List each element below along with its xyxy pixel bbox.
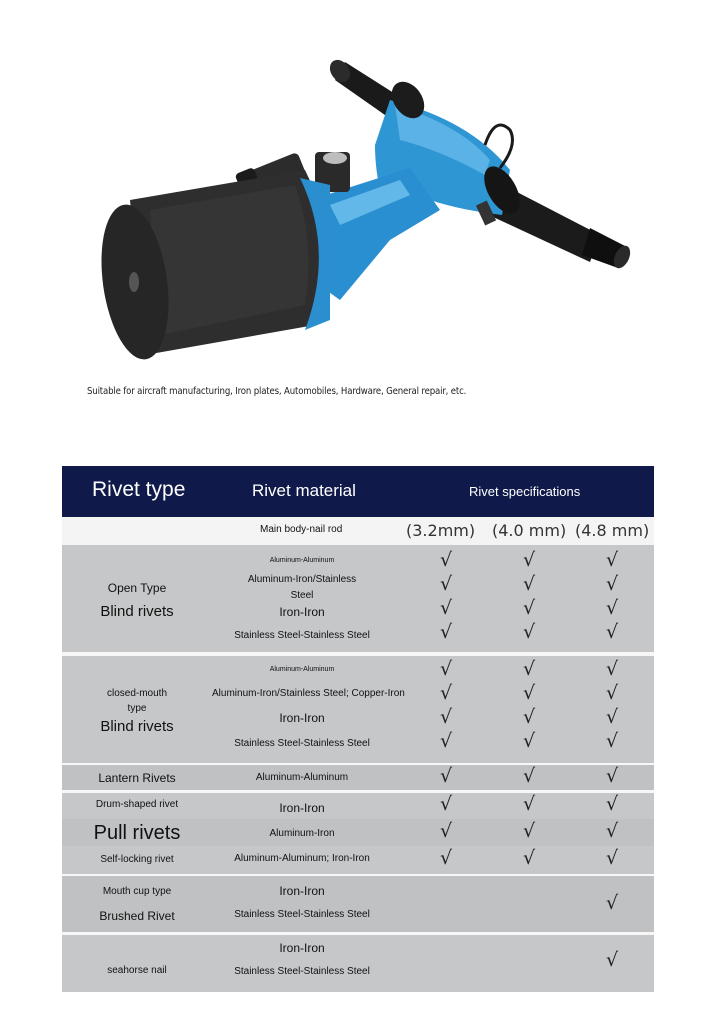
type-label: Blind rivets (100, 603, 174, 620)
material-label: Steel (290, 590, 314, 601)
check-mark: √ (605, 820, 619, 842)
material-label: Aluminum-Aluminum (269, 666, 335, 673)
row-lantern (62, 765, 654, 790)
type-label: Open Type (107, 581, 167, 595)
usage-caption: Suitable for aircraft manufacturing, Iron plates, Automobiles, Hardware, General repair, etc. (87, 386, 467, 397)
check-mark: √ (439, 682, 453, 704)
check-mark: √ (439, 597, 453, 619)
header-rivet-material: Rivet material (252, 481, 356, 500)
type-label: closed-mouth (106, 688, 168, 699)
material-label: Aluminum-Iron (269, 828, 335, 839)
type-label: Lantern Rivets (98, 771, 176, 785)
row-pull (62, 819, 654, 846)
check-mark: √ (439, 549, 453, 571)
check-mark: √ (439, 573, 453, 595)
check-mark: √ (522, 658, 536, 680)
check-mark: √ (605, 682, 619, 704)
check-mark: √ (605, 847, 619, 869)
check-mark: √ (439, 658, 453, 680)
row-seahorse (62, 935, 654, 992)
type-label: Brushed Rivet (99, 909, 175, 923)
check-mark: √ (439, 730, 453, 752)
row-open-type (62, 545, 654, 652)
header-rivet-type: Rivet type (92, 478, 186, 501)
check-mark: √ (522, 847, 536, 869)
material-label: Stainless Steel-Stainless Steel (234, 738, 370, 749)
type-label: Mouth cup type (102, 886, 172, 897)
check-mark: √ (522, 682, 536, 704)
check-mark: √ (605, 621, 619, 643)
material-label: Iron-Iron (279, 711, 325, 725)
check-mark: √ (522, 706, 536, 728)
table-subheader (62, 517, 654, 545)
check-mark: √ (522, 820, 536, 842)
type-label: Blind rivets (100, 718, 174, 735)
check-mark: √ (605, 597, 619, 619)
check-mark: √ (522, 793, 536, 815)
check-mark: √ (522, 765, 536, 787)
check-mark: √ (522, 621, 536, 643)
spec-3-2mm: (3.2mm) (406, 521, 476, 540)
check-mark: √ (522, 573, 536, 595)
check-mark: √ (439, 621, 453, 643)
row-brushed (62, 876, 654, 932)
check-mark: √ (605, 949, 619, 971)
type-label: Pull rivets (93, 822, 181, 844)
row-drum (62, 793, 654, 819)
check-mark: √ (605, 793, 619, 815)
check-mark: √ (605, 765, 619, 787)
type-label: seahorse nail (107, 965, 167, 976)
material-label: Iron-Iron (279, 941, 325, 955)
material-label: Aluminum-Aluminum (269, 557, 335, 564)
material-label: Stainless Steel-Stainless Steel (234, 966, 370, 977)
material-label: Iron-Iron (279, 801, 325, 815)
check-mark: √ (605, 706, 619, 728)
check-mark: √ (439, 793, 453, 815)
material-label: Iron-Iron (279, 884, 325, 898)
row-closed-mouth (62, 656, 654, 763)
rivet-gun-image (90, 50, 650, 380)
main-body-label: Main body-nail rod (260, 524, 343, 535)
material-label: Aluminum-Aluminum; Iron-Iron (234, 853, 370, 864)
check-mark: √ (605, 892, 619, 914)
check-mark: √ (522, 597, 536, 619)
material-label: Stainless Steel-Stainless Steel (234, 909, 370, 920)
table-header (62, 466, 654, 517)
type-label: Self-locking rivet (100, 854, 174, 865)
type-label: type (127, 703, 147, 714)
type-label: Drum-shaped rivet (95, 799, 179, 810)
check-mark: √ (439, 706, 453, 728)
material-label: Iron-Iron (279, 605, 325, 619)
check-mark: √ (522, 549, 536, 571)
row-self-locking (62, 846, 654, 874)
check-mark: √ (439, 820, 453, 842)
check-mark: √ (605, 658, 619, 680)
material-label: Aluminum-Iron/Stainless (247, 574, 357, 585)
material-label: Aluminum-Iron/Stainless Steel; Copper-Iron (212, 688, 405, 699)
rivet-spec-table (62, 466, 654, 992)
check-mark: √ (522, 730, 536, 752)
check-mark: √ (605, 573, 619, 595)
spec-4-0mm: (4.0 mm) (492, 521, 567, 540)
check-mark: √ (605, 549, 619, 571)
check-mark: √ (439, 847, 453, 869)
header-rivet-specifications: Rivet specifications (469, 484, 581, 499)
material-label: Stainless Steel-Stainless Steel (234, 630, 370, 641)
spec-4-8mm: (4.8 mm) (575, 521, 650, 540)
material-label: Aluminum-Aluminum (255, 772, 349, 783)
check-mark: √ (605, 730, 619, 752)
check-mark: √ (439, 765, 453, 787)
